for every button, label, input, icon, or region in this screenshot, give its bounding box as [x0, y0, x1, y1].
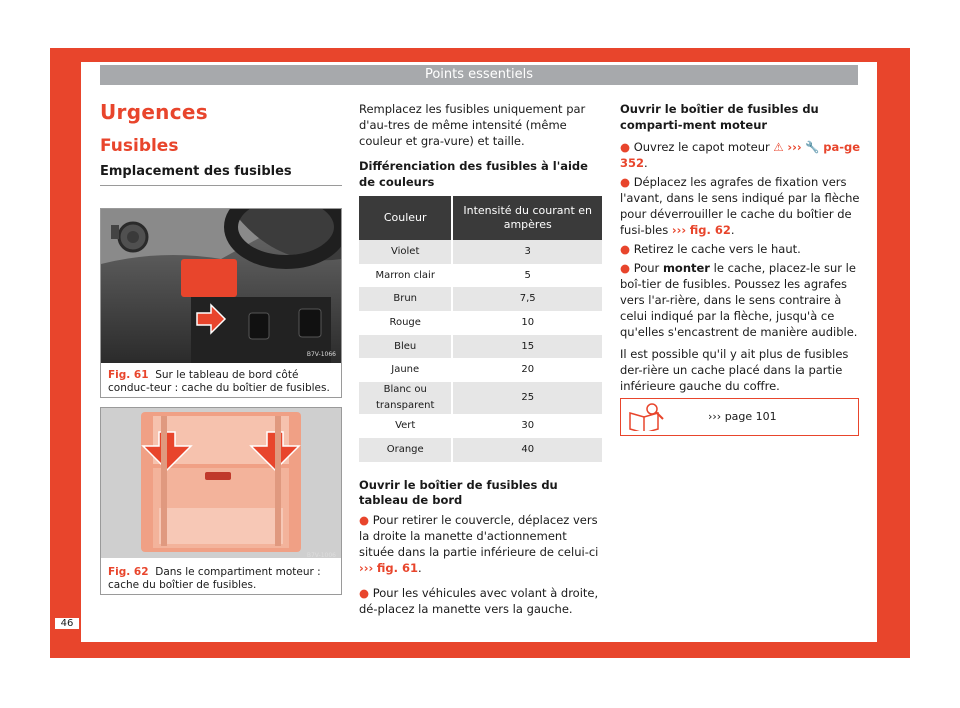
figure-caption: [108, 369, 338, 395]
cell-color: Rouge: [359, 311, 452, 335]
bullet-icon: ●: [620, 242, 631, 256]
bullet-text: Pour retirer le couvercle, déplacez vers la droite la manette d'actionnement située dans la partie inférieure de celui-ci: [359, 512, 599, 559]
table-row: [359, 240, 602, 264]
fuse-color-table: [359, 196, 602, 462]
warning-icon: ⚠: [773, 140, 784, 154]
figure-caption-text: Sur le tableau de bord côté conduc-teur : cache du boîtier de fusibles.: [108, 369, 330, 394]
table-row: [359, 358, 602, 382]
bullet-item: ● Déplacez les agrafes de fixation vers l'avant, dans le sens indiqué par la flèche pour déverrouiller le cache du boîtier de fusi-bles ››› fig. 62.: [620, 175, 860, 237]
bullet-icon: ●: [620, 140, 631, 154]
table-row: [359, 382, 602, 414]
figure-caption-text: Dans le compartiment moteur : cache du boîtier de fusibles.: [108, 566, 321, 591]
cell-color: Violet: [359, 240, 452, 264]
figure-caption: [108, 566, 338, 592]
reference-box: [620, 398, 859, 436]
figure-number: Fig. 61: [108, 369, 149, 381]
table-row: [359, 335, 602, 359]
table-row: [359, 311, 602, 335]
note-paragraph: Il est possible qu'il y ait plus de fusibles der-rière un cache placé dans la partie inférieure gauche du coffre.: [620, 347, 849, 393]
page-number: 46: [55, 618, 79, 629]
intro-paragraph: Remplacez les fusibles uniquement par d'au-tres de même intensité (même couleur et gra-vure) et taille.: [359, 102, 586, 148]
cell-color: Blanc ou transparent: [359, 382, 452, 414]
figure-61: [100, 208, 342, 398]
table-row: [359, 264, 602, 288]
cell-amperes: 7,5: [452, 287, 602, 311]
section-title: Fusibles: [100, 136, 179, 156]
figure-code: B7V-1006: [306, 552, 336, 559]
bullet-item: [620, 241, 860, 257]
cell-amperes: 15: [452, 335, 602, 359]
bullet-icon: ●: [359, 585, 370, 600]
cell-color: Bleu: [359, 335, 452, 359]
cell-amperes: 30: [452, 414, 602, 438]
table-row: [359, 438, 602, 462]
subsection-dashboard-box: Ouvrir le boîtier de fusibles du tableau de bord: [359, 477, 558, 507]
table-row: [359, 287, 602, 311]
subsection-engine-box: Ouvrir le boîtier de fusibles du comparti-ment moteur: [620, 102, 819, 132]
figure-link[interactable]: fig. 62: [689, 223, 731, 237]
reference-link[interactable]: ››› page 101: [708, 410, 777, 423]
engine-fuse-photo: [101, 408, 341, 558]
figure-link[interactable]: fig. 61: [376, 560, 419, 575]
bullet-item: [620, 260, 860, 340]
cell-color: Orange: [359, 438, 452, 462]
bullet-icon: ●: [620, 261, 631, 275]
bullet-emphasis: monter: [662, 261, 710, 275]
cross-ref-arrows: ›››: [359, 560, 374, 575]
table-header-amperes: Intensité du courant en ampères: [452, 196, 602, 240]
cell-amperes: 5: [452, 264, 602, 288]
page-link[interactable]: pa-ge 352: [620, 140, 861, 170]
table-row: [359, 414, 602, 438]
table-title: Différenciation des fusibles à l'aide de couleurs: [359, 159, 588, 189]
book-icon: 🔧: [805, 140, 820, 154]
bullet-icon: ●: [359, 512, 370, 527]
bullet-text: Ouvrez le capot moteur: [633, 140, 774, 154]
bullet-icon: ●: [620, 175, 631, 189]
chapter-title: Urgences: [100, 100, 208, 124]
book-wrench-icon: [627, 403, 665, 431]
cross-ref-arrows: ›››: [787, 140, 802, 154]
cell-amperes: 20: [452, 358, 602, 382]
column-middle: [359, 101, 602, 626]
bullet-text: Pour: [633, 261, 663, 275]
figure-number: Fig. 62: [108, 566, 149, 578]
figure-62: [100, 407, 342, 595]
cross-ref-arrows: ›››: [671, 223, 687, 237]
cell-amperes: 3: [452, 240, 602, 264]
column-right: [620, 101, 860, 397]
cell-amperes: 10: [452, 311, 602, 335]
bullet-text: Pour les véhicules avec volant à droite, dé-placez la manette vers la gauche.: [359, 585, 599, 616]
cell-amperes: 25: [452, 382, 602, 414]
cell-color: Brun: [359, 287, 452, 311]
dashboard-fuse-photo: [101, 209, 341, 363]
bullet-text: Déplacez les agrafes de fixation vers l'avant, dans le sens indiqué par la flèche pour déverrouiller le cache du boîtier de fusi-bles: [620, 175, 860, 237]
column-left: [100, 100, 342, 186]
cell-color: Vert: [359, 414, 452, 438]
bullet-item: [359, 585, 602, 617]
table-header-color: Couleur: [359, 196, 452, 240]
bullet-text: Retirez le cache vers le haut.: [633, 242, 801, 256]
bullet-item: ● Ouvrez le capot moteur ⚠ ››› 🔧 pa-ge 352.: [620, 140, 861, 170]
cell-color: Jaune: [359, 358, 452, 382]
bullet-text: le cache, placez-le sur le boî-tier de fusibles. Poussez les agrafes vers l'ar-rière, dans le sens contraire à celui indiqué par la flèche, jusqu'à ce qu'elles s'encastrent de manière audible.: [620, 261, 858, 339]
cell-amperes: 40: [452, 438, 602, 462]
subsection-title: Emplacement des fusibles: [100, 164, 342, 186]
section-header: Points essentiels: [100, 65, 858, 85]
cell-color: Marron clair: [359, 264, 452, 288]
figure-code: B7V-1066: [306, 351, 336, 358]
bullet-item: ● Pour retirer le couvercle, déplacez vers la droite la manette d'actionnement située dans la partie inférieure de celui-ci ››› fig. 61.: [359, 512, 599, 575]
